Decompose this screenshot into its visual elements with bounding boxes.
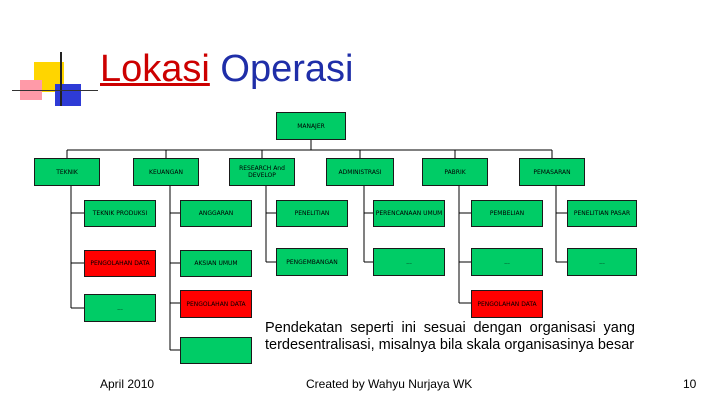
org-box-administrasi-more: ... (373, 248, 445, 276)
org-box-pembelian: PEMBELIAN (471, 200, 543, 227)
quote-text: Pendekatan seperti ini sesuai dengan organisasi yang terdesentralisasi, misalnya bila skala organisasinya besar (265, 320, 635, 353)
org-box-penelitian-pasar: PENELITIAN PASAR (567, 200, 637, 227)
page-number: 10 (683, 377, 697, 391)
org-box-teknik-pengolahan-data: PENGOLAHAN DATA (84, 250, 156, 277)
org-box-anggaran: ANGGARAN (180, 200, 252, 227)
org-box-pabrik-pengolahan-data: PENGOLAHAN DATA (471, 290, 543, 318)
org-box-teknik-more: ... (84, 294, 156, 322)
org-box-keuangan-blank (180, 337, 252, 364)
org-box-teknik-produksi: TEKNIK PRODUKSI (84, 200, 156, 227)
org-box-research-develop: RESEARCH And DEVELOP (229, 158, 295, 186)
org-box-aksian-umum: AKSIAN UMUM (180, 250, 252, 277)
footer-date: April 2010 (100, 377, 155, 391)
footer-author: Created by Wahyu Nurjaya WK (306, 377, 473, 391)
org-box-keuangan-pengolahan-data: PENGOLAHAN DATA (180, 290, 252, 318)
org-box-pemasaran: PEMASARAN (519, 158, 585, 186)
org-box-pemasaran-more: ... (567, 248, 637, 276)
org-box-pabrik: PABRIK (422, 158, 488, 186)
org-box-keuangan: KEUANGAN (133, 158, 199, 186)
org-box-administrasi: ADMINISTRASI (326, 158, 394, 186)
org-box-manajer: MANAJER (276, 112, 346, 140)
org-box-teknik: TEKNIK (34, 158, 100, 186)
org-box-penelitian: PENELITIAN (276, 200, 348, 227)
org-box-pabrik-more: ... (471, 248, 543, 276)
org-box-perencanaan-umum: PERENCANAAN UMUM (373, 200, 445, 227)
title-word-2: Operasi (220, 48, 354, 90)
org-box-pengembangan: PENGEMBANGAN (276, 248, 348, 276)
title-word-1: Lokasi (100, 48, 210, 90)
